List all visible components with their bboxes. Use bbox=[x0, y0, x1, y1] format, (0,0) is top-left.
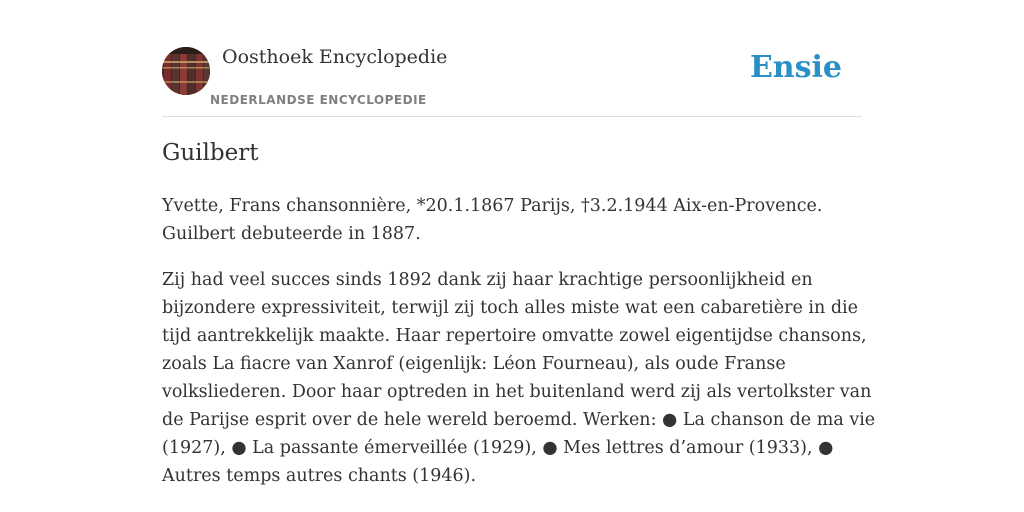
text-line: Autres temps autres chants (1946). bbox=[162, 466, 477, 486]
text-line: de Parijse esprit over de hele wereld beroemd. Werken: ● La chanson de ma vie bbox=[162, 410, 876, 430]
brand-link[interactable]: Ensie bbox=[749, 50, 842, 85]
text-line: Guilbert debuteerde in 1887. bbox=[162, 224, 421, 244]
article-paragraph-1 bbox=[162, 192, 862, 248]
text-line: Zij had veel succes sinds 1892 dank zij haar krachtige persoonlijkheid en bbox=[162, 270, 813, 290]
text-line: bijzondere expressiviteit, terwijl zij toch alles miste wat een cabaretière in die bbox=[162, 298, 859, 318]
site-header bbox=[162, 0, 862, 117]
site-title[interactable]: Oosthoek Encyclopedie bbox=[222, 46, 448, 68]
article-paragraph-2 bbox=[162, 266, 876, 490]
site-subtitle: NEDERLANDSE ENCYCLOPEDIE bbox=[210, 93, 427, 107]
article-title: Guilbert bbox=[162, 140, 259, 166]
book-spines-logo-icon[interactable] bbox=[162, 47, 210, 95]
text-line: Yvette, Frans chansonnière, *20.1.1867 Parijs, †3.2.1944 Aix-en-Provence. bbox=[162, 196, 823, 216]
text-line: tijd aantrekkelijk maakte. Haar repertoire omvatte zowel eigentijdse chansons, bbox=[162, 326, 867, 346]
text-line: volksliederen. Door haar optreden in het buitenland werd zij als vertolkster van bbox=[162, 382, 872, 402]
article-body bbox=[162, 192, 876, 508]
text-line: zoals La fiacre van Xanrof (eigenlijk: Léon Fourneau), als oude Franse bbox=[162, 354, 786, 374]
text-line: (1927), ● La passante émerveillée (1929), ● Mes lettres d’amour (1933), ● bbox=[162, 438, 834, 458]
